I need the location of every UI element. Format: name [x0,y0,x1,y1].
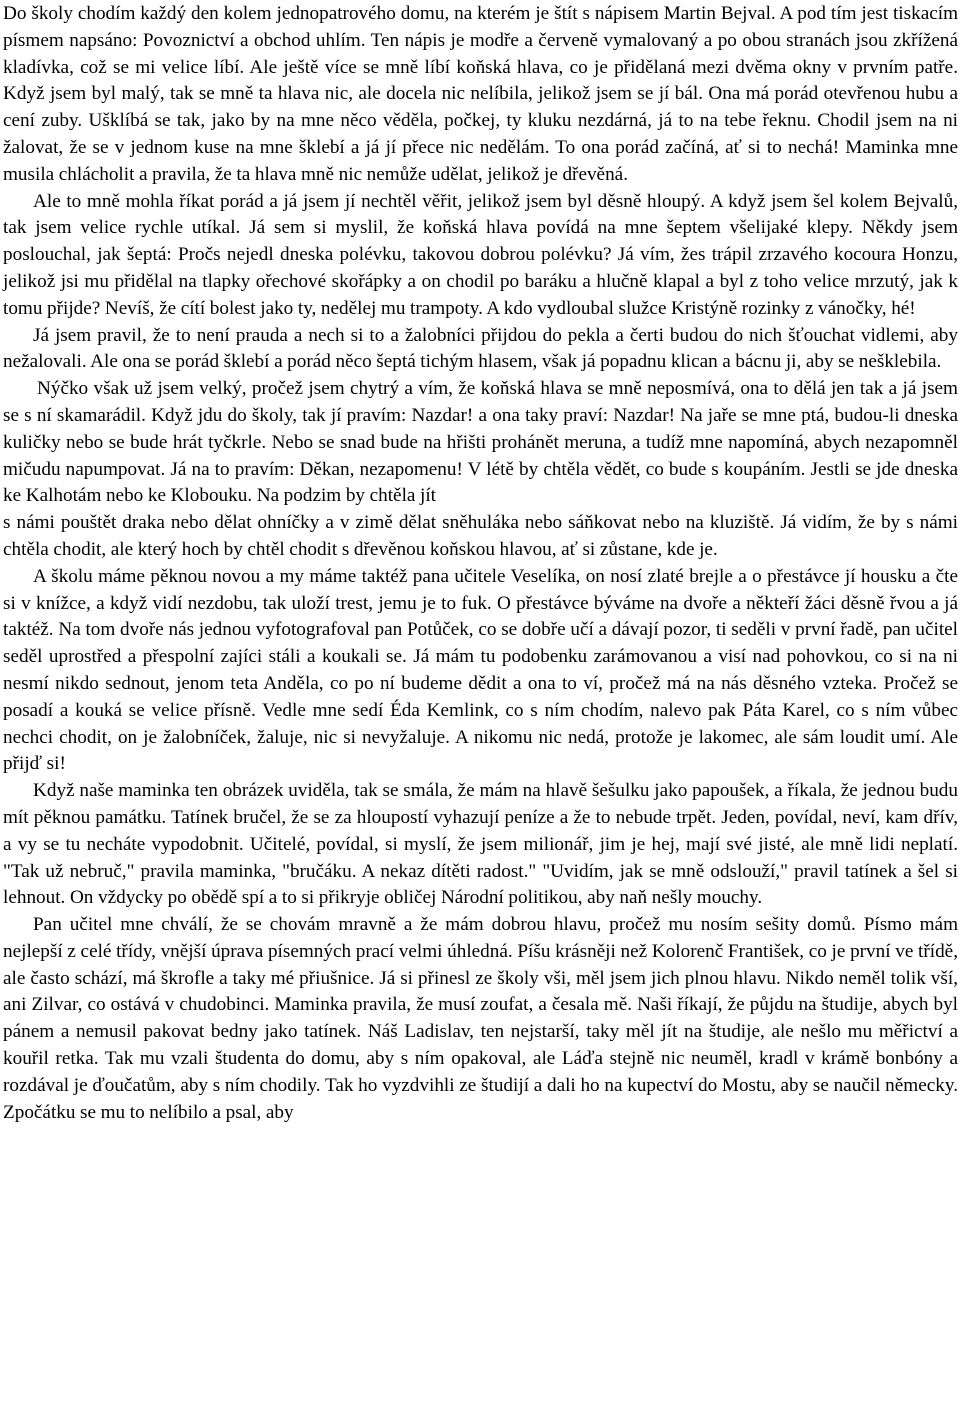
paragraph-1: Do školy chodím každý den kolem jednopatrového domu, na kterém je štít s nápisem Martin Bejval. A pod tím jest tiskacím písmem napsáno: Povoznictví a obchod uhlím. Ten nápis je modře a červeně vymalovaný a po obou stranách jsou zkřížená kladívka, což se mi velice líbí. Ale ještě více se mně líbí koňská hlava, co je přidělaná mezi dvěma okny v prvním patře. Když jsem byl malý, tak se mně ta hlava nic, ale docela nic nelíbila, jelikož jsem se jí bál. Ona má porád otevřenou hubu a cení zuby. Ušklíbá se tak, jako by na mne něco věděla, počkej, ty kluku nezdárná, já to na tebe řeknu. Chodil jsem na ni žalovat, že se v jednom kuse na mne šklebí a já jí přece nic nedělám. To ona porád začíná, ať si to nechá! Maminka mne musila chlácholit a pravila, že ta hlava mně nic nemůže udělat, jelikož je dřevěná. [3,3,958,185]
paragraph-7: Když naše maminka ten obrázek uviděla, tak se smála, že mám na hlavě šešulku jako papoušek, a říkala, že jednou budu mít pěknou památku. Tatínek bručel, že se za hloupostí vyhazují peníze a že to nebude trpět. Jeden, povídal, neví, kam dřív, a vy se tu necháte vypodobnit. Učitelé, povídal, si myslí, že jsem milionář, jim je hej, mají své jisté, ale mně lidi neplatí. "Tak už nebruč," pravila maminka, "bručáku. A nekaz dítěti radost." "Uvidím, jak se mně odslouží," pravil tatínek a šel si lehnout. On vždycky po obědě spí a to si přikryje obličej Národní politikou, aby naň nešly mouchy. [3,780,958,909]
paragraph-6: A školu máme pěknou novou a my máme taktéž pana učitele Veselíka, on nosí zlaté brejle a o přestávce jí housku a čte si v knížce, a když vidí nezdobu, tak uloží trest, jemu je to fuk. O přestávce býváme na dvoře a někteří žáci děsně řvou a já taktéž. Na tom dvoře nás jednou vyfotografoval pan Potůček, co se dobře učí a dávají pozor, ti seděli v první řadě, pan učitel seděl uprostřed a přespolní zajíci stáli a koukali se. Já mám tu podobenku zarámovanou a visí nad pohovkou, co si na ni nesmí nikdo sednout, jenom teta Anděla, co po ní budeme dědit a ona to ví, pročež má na nás děsného vzteka. Pročež se posadí a kouká se velice přísně. Vedle mne sedí Éda Kemlink, co s ním chodím, nalevo pak Páta Karel, co s ním vůbec nechci chodit, on je žalobníček, žaluje, nic si nevyžaluje. A nikomu nic nedá, protože je lakomec, ale sám loudit umí. Ale přijď si! [3,565,958,775]
paragraph-2: Ale to mně mohla říkat porád a já jsem jí nechtěl věřit, jelikož jsem byl děsně hloupý. A když jsem šel kolem Bejvalů, tak jsem velice rychle utíkal. Já sem si myslil, že koňská hlava povídá na mne šeptem všelijaké klepy. Někdy jsem poslouchal, jak šeptá: Pročs nejedl dneska polévku, takovou dobrou polévku? Já vím, žes trápil zrzavého kocoura Honzu, jelikož jsi mu přidělal na tlapky ořechové skořápky a on chodil po baráku a hlučně klapal a byl z toho velice mrzutý, jak k tomu přijde? Nevíš, že cítí bolest jako ty, nedělej mu trampoty. A kdo vydloubal služce Kristýně rozinky z vánočky, hé! [3,190,958,319]
paragraph-5: s námi pouštět draka nebo dělat ohníčky a v zimě dělat sněhuláka nebo sáňkovat nebo na kluziště. Já vidím, že by s námi chtěla chodit, ale který hoch by chtěl chodit s dřevěnou koňskou hlavou, ať si zůstane, kde je. [3,512,958,560]
paragraph-4: Nýčko však už jsem velký, pročež jsem chytrý a vím, že koňská hlava se mně neposmívá, ona to dělá jen tak a já jsem se s ní skamarádil. Když jdu do školy, tak jí pravím: Nazdar! a ona taky praví: Nazdar! Na jaře se mne ptá, budou-li dneska kuličky nebo se bude hrát tyčkrle. Nebo se snad bude na hřišti prohánět meruna, a tudíž mne napomíná, abych nezapomněl mičudu napumpovat. Já na to pravím: Děkan, nezapomenu! V létě by chtěla vědět, co bude s koupáním. Jestli se jde dneska ke Kalhotám nebo ke Klobouku. Na podzim by chtěla jít [3,378,958,507]
paragraph-3: Já jsem pravil, že to není prauda a nech si to a žalobníci přijdou do pekla a čerti budou do nich šťouchat vidlemi, aby nežalovali. Ale ona se porád šklebí a porád něco šeptá tichým hlasem, však já popadnu klican a bácnu ji, aby se nešklebila. [3,324,958,373]
paragraph-8: Pan učitel mne chválí, že se chovám mravně a že mám dobrou hlavu, pročež mu nosím sešity domů. Písmo mám nejlepší z celé třídy, vnější úprava písemných prací velmi úhledná. Píšu krásněji než Kolorenč František, co je první ve třídě, ale často schází, má škrofle a taky mé přiušnice. Já si přinesl ze školy vši, měl jsem jich plnou hlavu. Nikdo neměl tolik vší, ani Zilvar, co ostává v chudobinci. Maminka pravila, že musí zoufat, a česala mě. Naši říkají, že půjdu na študije, abych byl pánem a nemusil pakovat bedny jako tatínek. Náš Ladislav, ten nejstarší, taky měl jít na študije, ale nešlo mu měřictví a kouřil retka. Tak mu vzali študenta do domu, aby s ním opakoval, ale Láďa stejně nic neuměl, kradl v krámě bonbóny a rozdával je ďoučatům, aby s ním chodily. Tak ho vyzdvihli ze študijí a dali ho na kupectví do Mostu, aby se naučil německy. Zpočátku se mu to nelíbilo a psal, aby [3,914,958,1123]
